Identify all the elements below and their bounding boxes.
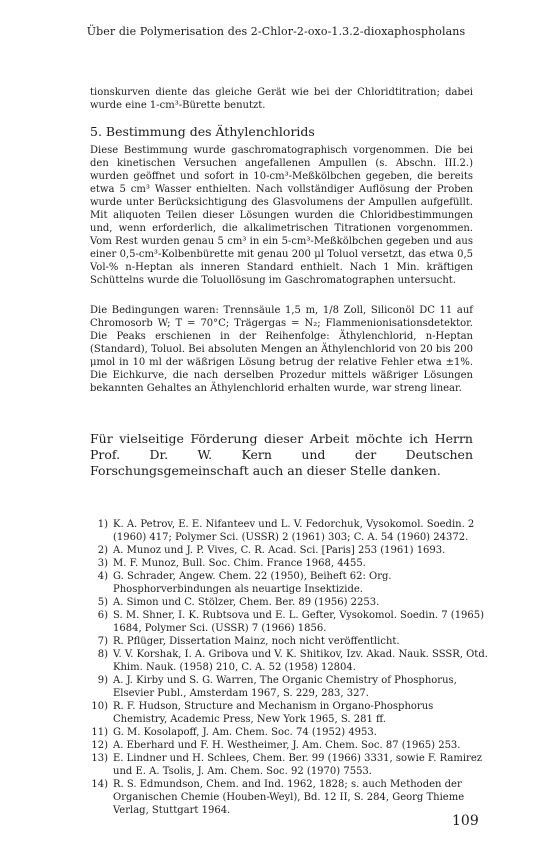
reference-number: 11) xyxy=(91,727,108,738)
reference-number: 14) xyxy=(91,779,108,790)
reference-item xyxy=(90,726,490,739)
reference-item xyxy=(90,557,490,570)
acknowledgement: Für vielseitige Förderung dieser Arbeit möchte ich Herrn Prof. Dr. W. Kern und der Deutschen Forschungsgemeinschaft auch an dieser Stelle danken. xyxy=(90,431,473,478)
reference-text: A. J. Kirby und S. G. Warren, The Organic Chemistry of Phosphorus, Elsevier Publ., Amsterdam 1967, S. 229, 283, 327. xyxy=(113,675,457,699)
reference-number: 2) xyxy=(97,545,108,556)
reference-number: 12) xyxy=(91,740,108,751)
reference-text: A. Munoz und J. P. Vives, C. R. Acad. Sci. [Paris] 253 (1961) 1693. xyxy=(113,545,446,556)
reference-text: A. Eberhard und F. H. Westheimer, J. Am. Chem. Soc. 87 (1965) 253. xyxy=(113,740,461,751)
reference-number: 4) xyxy=(97,571,108,582)
reference-text: M. F. Munoz, Bull. Soc. Chim. France 1968, 4455. xyxy=(113,558,366,569)
reference-item xyxy=(90,674,490,700)
reference-item xyxy=(90,544,490,557)
running-head: Über die Polymerisation des 2-Chlor-2-oxo-1.3.2-dioxaphospholans xyxy=(86,25,466,38)
reference-number: 3) xyxy=(97,558,108,569)
reference-item xyxy=(90,648,490,674)
reference-text: R. Pflüger, Dissertation Mainz, noch nicht veröffentlicht. xyxy=(113,636,400,647)
intro-paragraph: tionskurven diente das gleiche Gerät wie bei der Chloridtitration; dabei wurde eine 1-cm³-Bürette benutzt. xyxy=(90,87,473,111)
reference-number: 8) xyxy=(97,649,108,660)
reference-number: 6) xyxy=(97,610,108,621)
reference-number: 1) xyxy=(97,519,108,530)
reference-number: 9) xyxy=(97,675,108,686)
reference-number: 13) xyxy=(91,753,108,764)
reference-number: 5) xyxy=(97,597,108,608)
body-paragraph-2: Die Bedingungen waren: Trennsäule 1,5 m, 1/8 Zoll, Siliconöl DC 11 auf Chromosorb W; T = 70°C; Trägergas = N₂; Flammenionisationsdetektor. Die Peaks erschienen in der Reihenfolge: Äthylenchlorid, n-Heptan (Standard), Toluol. Bei absoluten Mengen an Äthylenchlorid von 20 bis 200 μmol in 10 ml der wäßrigen Lösung betrug der relative Fehler etwa ±1%. Die Eichkurve, die nach derselben Prozedur mittels wäßriger Lösungen bekannten Gehaltes an Äthylenchlorid erhalten wurde, war streng linear. xyxy=(90,305,473,394)
reference-item xyxy=(90,596,490,609)
reference-number: 7) xyxy=(97,636,108,647)
reference-text: G. Schrader, Angew. Chem. 22 (1950), Beiheft 62: Org. Phosphorverbindungen als neuartige Insektizide. xyxy=(113,571,392,595)
reference-item xyxy=(90,739,490,752)
reference-item xyxy=(90,700,490,726)
reference-item xyxy=(90,570,490,596)
reference-text: A. Simon und C. Stölzer, Chem. Ber. 89 (1956) 2253. xyxy=(113,597,380,608)
reference-item xyxy=(90,752,490,778)
body-paragraph-1: Diese Bestimmung wurde gaschromatographisch vorgenommen. Die bei den kinetischen Versuchen angefallenen Ampullen (s. Abschn. III.2.) wurden geöffnet und sofort in 10-cm³-Meßkölbchen gegeben, die bereits etwa 5 cm³ Wasser enthielten. Nach vollständiger Auflösung der Proben wurde unter Berücksichtigung des Glasvolumens der Ampullen aufgefüllt. Mit aliquoten Teilen dieser Lösungen wurden die Chloridbestimmungen und, wenn erforderlich, die alkalimetrischen Titrationen vorgenommen. Vom Rest wurden genau 5 cm³ in ein 5-cm³-Meßkölbchen gegeben und aus einer 0,5-cm³-Kolbenbürette mit genau 200 μl Toluol versetzt, das etwa 0,5 Vol-% n-Heptan als inneren Standard enthielt. Nach 1 Min. kräftigen Schüttelns wurde die Toluollösung im Gaschromatographen untersucht. xyxy=(90,145,473,286)
reference-item xyxy=(90,635,490,648)
reference-text: E. Lindner und H. Schlees, Chem. Ber. 99 (1966) 3331, sowie F. Ramirez und E. A. Tsolis, J. Am. Chem. Soc. 92 (1970) 7553. xyxy=(113,753,483,777)
reference-number: 10) xyxy=(91,701,108,712)
reference-text: K. A. Petrov, E. E. Nifanteev und L. V. Fedorchuk, Vysokomol. Soedin. 2 (1960) 417; Polymer Sci. (USSR) 2 (1961) 303; C. A. 54 (1960) 24372. xyxy=(113,519,475,543)
reference-item xyxy=(90,518,490,544)
page-number: 109 xyxy=(452,813,479,829)
reference-list xyxy=(90,518,490,817)
reference-text: R. S. Edmundson, Chem. and Ind. 1962, 1828; s. auch Methoden der Organischen Chemie (Houben-Weyl), Bd. 12 II, S. 284, Georg Thieme Verlag, Stuttgart 1964. xyxy=(113,779,465,816)
reference-text: S. M. Shner, I. K. Rubtsova und E. L. Gefter, Vysokomol. Soedin. 7 (1965) 1684, Polymer Sci. (USSR) 7 (1966) 1856. xyxy=(113,610,485,634)
reference-text: V. V. Korshak, I. A. Gribova und V. K. Shitikov, Izv. Akad. Nauk. SSSR, Otd. Khim. Nauk. (1958) 210, C. A. 52 (1958) 12804. xyxy=(113,649,488,673)
reference-text: G. M. Kosolapoff, J. Am. Chem. Soc. 74 (1952) 4953. xyxy=(113,727,377,738)
reference-text: R. F. Hudson, Structure and Mechanism in Organo-Phosphorus Chemistry, Academic Press, New York 1965, S. 281 ff. xyxy=(113,701,434,725)
section-heading: 5. Bestimmung des Äthylenchlorids xyxy=(90,124,315,139)
reference-item xyxy=(90,609,490,635)
reference-item xyxy=(90,778,490,817)
